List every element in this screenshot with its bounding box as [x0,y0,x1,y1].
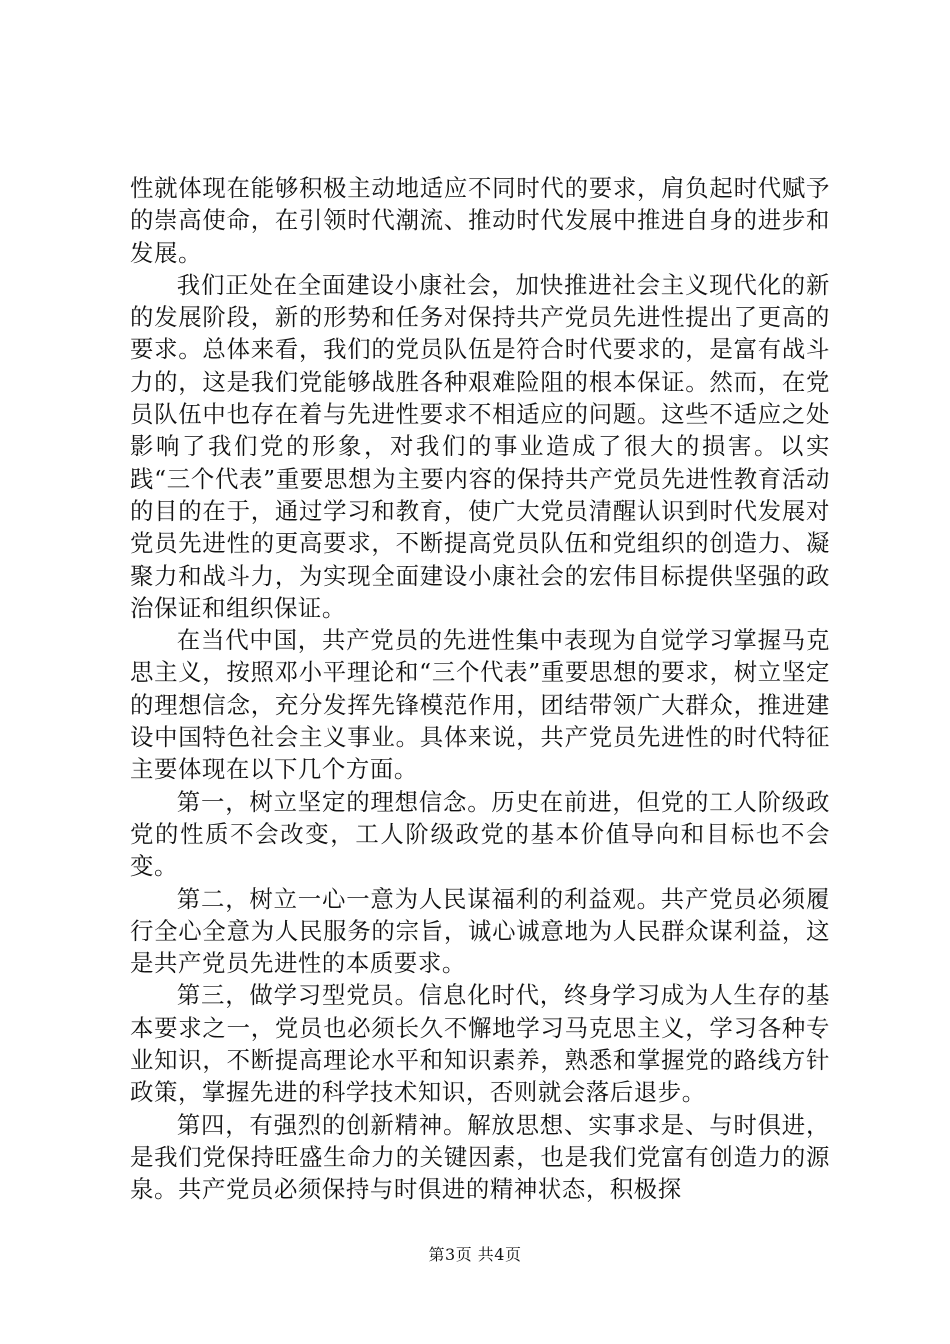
page-number-footer: 第3页 共4页 [428,1245,522,1264]
paragraph-4: 第一，树立坚定的理想信念。历史在前进，但党的工人阶级政党的性质不会改变，工人阶级政党的基本价值导向和目标也不会变。 [130,787,830,881]
paragraph-3: 在当代中国，共产党员的先进性集中表现为自觉学习掌握马克思主义，按照邓小平理论和“三个代表”重要思想的要求，树立坚定的理想信念，充分发挥先锋模范作用，团结带领广大群众，推进建设中国特色社会主义事业。具体来说，共产党员先进性的时代特征主要体现在以下几个方面。 [130,626,830,784]
paragraph-2: 我们正处在全面建设小康社会，加快推进社会主义现代化的新的发展阶段，新的形势和任务对保持共产党员先进性提出了更高的要求。总体来看，我们的党员队伍是符合时代要求的，是富有战斗力的，这是我们党能够战胜各种艰难险阻的根本保证。然而，在党员队伍中也存在着与先进性要求不相适应的问题。这些不适应之处影响了我们党的形象，对我们的事业造成了很大的损害。以实践“三个代表”重要思想为主要内容的保持共产党员先进性教育活动的目的在于，通过学习和教育，使广大党员清醒认识到时代发展对党员先进性的更高要求，不断提高党员队伍和党组织的创造力、凝聚力和战斗力，为实现全面建设小康社会的宏伟目标提供坚强的政治保证和组织保证。 [130,270,830,622]
paragraph-1: 性就体现在能够积极主动地适应不同时代的要求，肩负起时代赋予的崇高使命，在引领时代潮流、推动时代发展中推进自身的进步和发展。 [130,174,830,267]
paragraph-6: 第三，做学习型党员。信息化时代，终身学习成为人生存的基本要求之一，党员也必须长久不懈地学习马克思主义，学习各种专业知识，不断提高理论水平和知识素养，熟悉和掌握党的路线方针政策，掌握先进的科学技术知识，否则就会落后退步。 [130,981,830,1107]
paragraph-5: 第二，树立一心一意为人民谋福利的利益观。共产党员必须履行全心全意为人民服务的宗旨，诚心诚意地为人民群众谋利益，这是共产党员先进性的本质要求。 [130,884,830,978]
paragraph-7: 第四，有强烈的创新精神。解放思想、实事求是、与时俱进，是我们党保持旺盛生命力的关键因素，也是我们党富有创造力的源泉。共产党员必须保持与时俱进的精神状态，积极探 [130,1110,830,1204]
document-body [130,172,830,1206]
